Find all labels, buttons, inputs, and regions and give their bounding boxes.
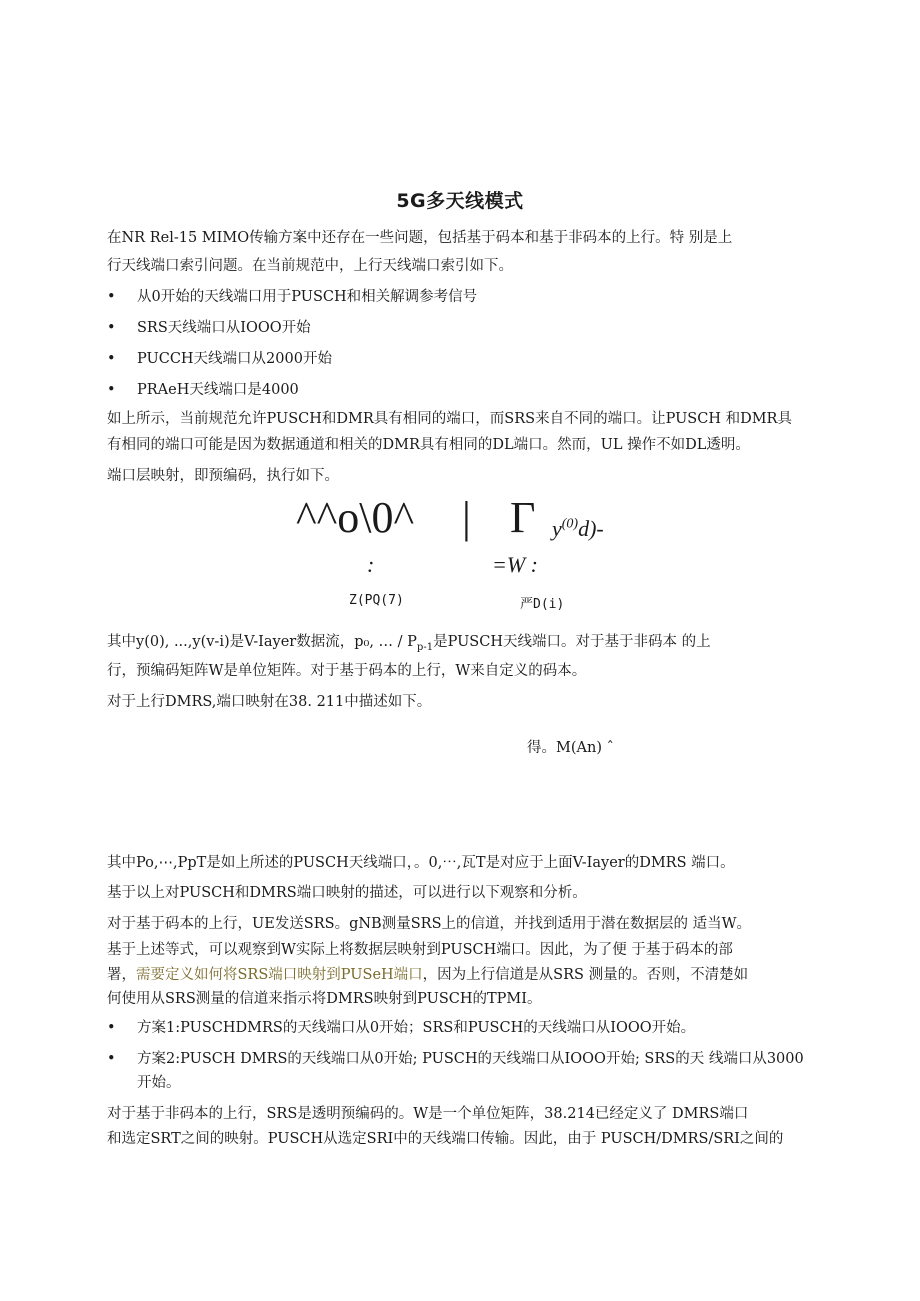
- list-item: [107, 1049, 804, 1069]
- equation-dmrs: 得。M(An) ˆ: [527, 740, 614, 756]
- paragraph-line: 基于上述等式，可以观察到W实际上将数据层映射到PUSCH端口。因此，为了便 于基于码本的部: [107, 942, 733, 958]
- paragraph-line: 在NR Rel-15 MIMO传输方案中还存在一些问题，包括基于码本和基于非码本的上行。特 别是上: [107, 230, 733, 246]
- paragraph-line: 其中y(0), ...,y(v-i)是V-Iayer数据流，p₀, … / $P_{p-1}$是PUSCH天线端口。对于基于非码本 的上: [107, 634, 711, 653]
- paragraph-line: 如上所示，当前规范允许PUSCH和DMR具有相同的端口，而SRS来自不同的端口。让PUSCH 和DMR具: [107, 411, 792, 427]
- list-item: [107, 287, 477, 307]
- equation-gamma: Γ: [510, 493, 536, 542]
- list-item-text: PUCCH天线端口从2000开始: [137, 351, 332, 367]
- paragraph-line: 有相同的端口可能是因为数据通道和相关的DMR具有相同的DL端口。然而，UL 操作不如DL透明。: [107, 437, 750, 453]
- bullet-icon: •: [107, 1051, 116, 1067]
- paragraph-line: 基于以上对PUSCH和DMRS端口映射的描述，可以进行以下观察和分析。: [107, 885, 587, 901]
- equation-rhs: =W :: [492, 552, 538, 577]
- equation-y: $y^{(0)}d)-$: [552, 516, 604, 541]
- equation-bar: |: [462, 493, 471, 542]
- paragraph-line: 和选定SRT之间的映射。PUSCH从选定SRI中的天线端口传输。因此，由于 PUSCH/DMRS/SRI之间的: [107, 1131, 784, 1147]
- paragraph-line: 行天线端口索引问题。在当前规范中，上行天线端口索引如下。: [107, 258, 513, 274]
- bullet-icon: •: [107, 382, 116, 398]
- list-item: [107, 1018, 695, 1038]
- bullet-icon: •: [107, 320, 116, 336]
- paragraph-line: 对于基于非码本的上行，SRS是透明预编码的。W是一个单位矩阵，38.214已经定义了 DMRS端口: [107, 1106, 749, 1122]
- list-item-text: PRAeH天线端口是4000: [137, 382, 299, 398]
- paragraph-line: 其中Po,⋯,PpT是如上所述的PUSCH天线端口，。0,⋯,瓦T是对应于上面V-Iayer的DMRS 端口。: [107, 855, 735, 871]
- bullet-icon: •: [107, 351, 116, 367]
- list-item: [107, 318, 311, 338]
- equation-label-left: Z(PQ(7): [349, 593, 404, 608]
- equation-main: ^^o\0^: [296, 493, 415, 542]
- list-item: [107, 349, 332, 369]
- page-title: 5G多天线模式: [396, 190, 524, 212]
- equation-colon: :: [367, 552, 375, 577]
- list-item-continuation: 开始。: [137, 1075, 181, 1091]
- list-item: [107, 380, 299, 400]
- bullet-icon: •: [107, 1020, 116, 1036]
- list-item-text: 从0开始的天线端口用于PUSCH和相关解调参考信号: [137, 289, 478, 305]
- highlighted-text: 需要定义如何将SRS端口映射到PUSeH端口: [136, 967, 423, 983]
- paragraph-line: 署，需要定义如何将SRS端口映射到PUSeH端口，因为上行信道是从SRS 测量的。否则，不清楚如: [107, 967, 749, 983]
- equation-label-right: 严D(i): [520, 597, 565, 612]
- list-item-text: 方案1:PUSCHDMRS的天线端口从0开始；SRS和PUSCH的天线端口从IOOO开始。: [137, 1020, 696, 1036]
- bullet-icon: •: [107, 289, 116, 305]
- paragraph-line: 何使用从SRS测量的信道来指示将DMRS映射到PUSCH的TPMI。: [107, 991, 542, 1007]
- list-item-text: 方案2:PUSCH DMRS的天线端口从0开始; PUSCH的天线端口从IOOO开始; SRS的天 线端口从3000: [137, 1051, 804, 1067]
- paragraph-line: 对于上行DMRS,端口映射在38. 211中描述如下。: [107, 694, 432, 710]
- paragraph-line: 端口层映射，即预编码，执行如下。: [107, 468, 339, 484]
- paragraph-line: 对于基于码本的上行，UE发送SRS。gNB测量SRS上的信道，并找到适用于潜在数据层的 适当W。: [107, 916, 752, 932]
- paragraph-line: 行，预编码矩阵W是单位矩阵。对于基于码本的上行，W来自定义的码本。: [107, 663, 587, 679]
- list-item-text: SRS天线端口从IOOO开始: [137, 320, 311, 336]
